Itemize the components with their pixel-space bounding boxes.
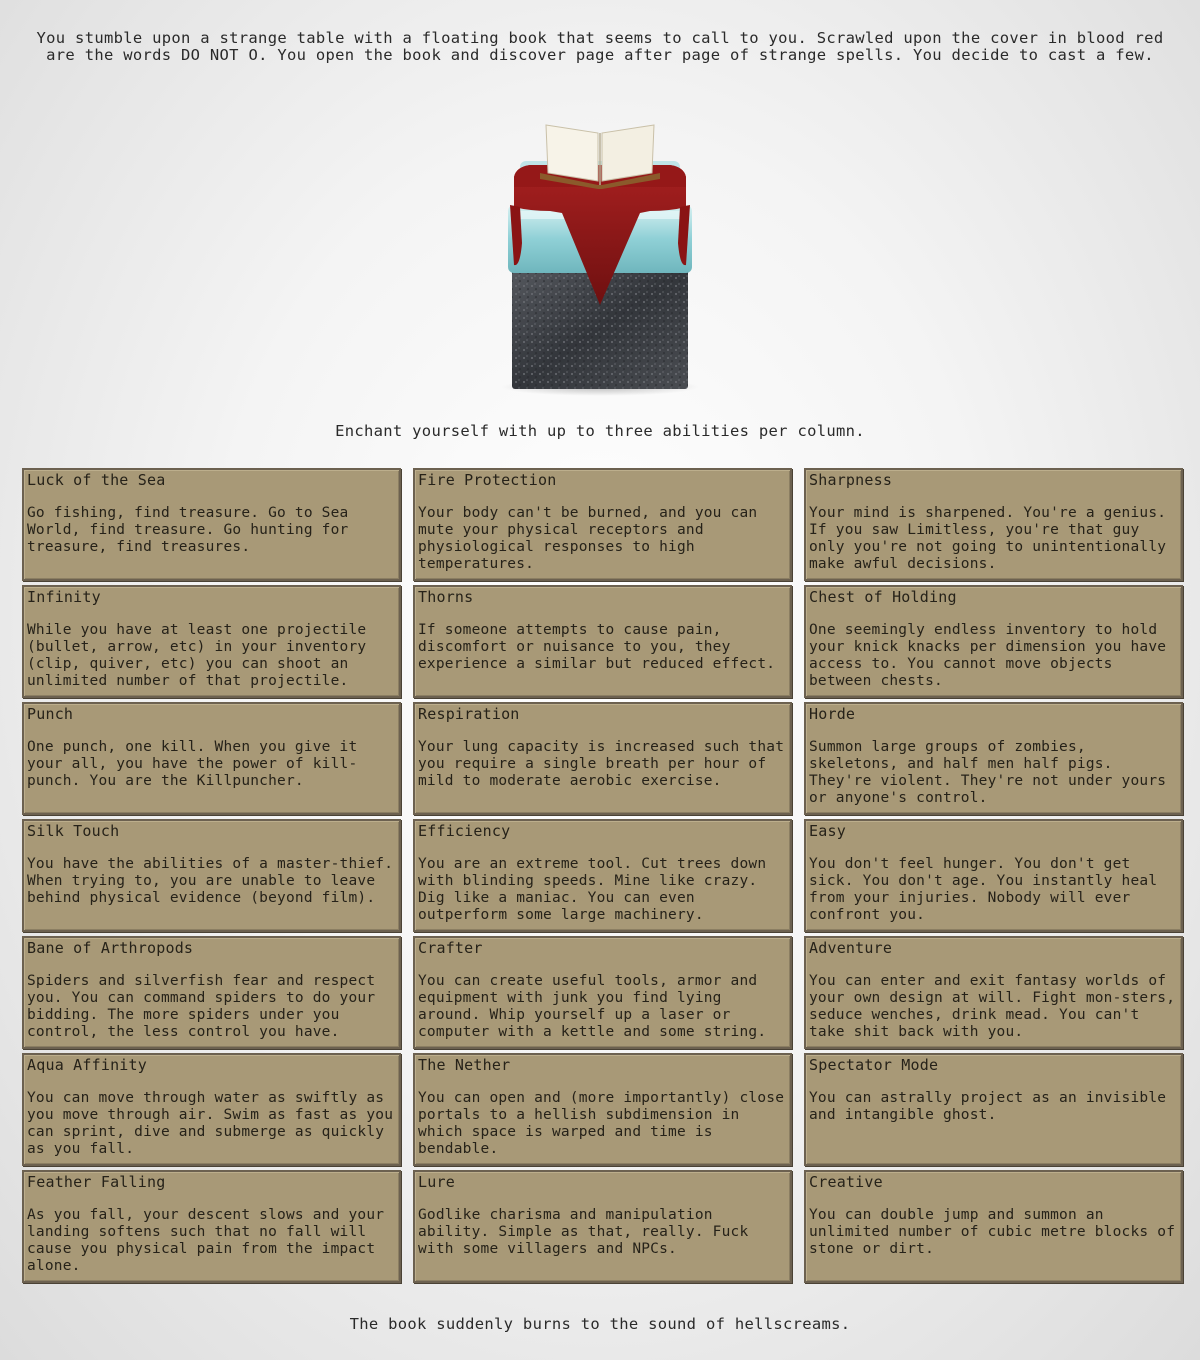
ability-description: You can create useful tools, armor and equipment with junk you find lying around. Whip yourself up a laser or computer with a kettle and some string. bbox=[418, 973, 767, 1040]
ability-card[interactable] bbox=[804, 585, 1183, 698]
ability-grid bbox=[22, 468, 1192, 1287]
ability-card[interactable] bbox=[413, 819, 792, 932]
ability-title: Thorns bbox=[418, 588, 474, 606]
ability-description: Go fishing, find treasure. Go to Sea World, find treasure. Go hunting for treasure, find treasures. bbox=[27, 505, 349, 555]
ability-description: You don't feel hunger. You don't get sick. You don't age. You instantly heal from your injuries. Nobody will ever confront you. bbox=[809, 856, 1158, 923]
ability-description: Your mind is sharpened. You're a genius. If you saw Limitless, you're that guy only you're not going to unintentionally make awful decisions. bbox=[809, 505, 1167, 572]
ability-card[interactable] bbox=[413, 702, 792, 815]
ability-description: Spiders and silverfish fear and respect you. You can command spiders to do your bidding. The more spiders under you control, the less control you have. bbox=[27, 973, 376, 1040]
ability-description: While you have at least one projectile (bullet, arrow, etc) in your inventory (clip, quiver, etc) you can shoot an unlimited number of that projectile. bbox=[27, 622, 367, 689]
ability-description: Godlike charisma and manipulation ability. Simple as that, really. Fuck with some villagers and NPCs. bbox=[418, 1207, 749, 1257]
ability-description: You have the abilities of a master-thief. When trying to, you are unable to leave behind physical evidence (beyond film). bbox=[27, 856, 394, 906]
ability-title: Infinity bbox=[27, 588, 101, 606]
ability-card[interactable] bbox=[804, 819, 1183, 932]
ability-card[interactable] bbox=[413, 1053, 792, 1166]
ability-card[interactable] bbox=[804, 702, 1183, 815]
ability-description: You can double jump and summon an unlimited number of cubic metre blocks of stone or dirt. bbox=[809, 1207, 1176, 1257]
ability-card[interactable] bbox=[22, 819, 401, 932]
ability-description: Your lung capacity is increased such that you require a single breath per hour of mild to moderate aerobic exercise. bbox=[418, 739, 785, 789]
ability-description: Summon large groups of zombies, skeletons, and half men half pigs. They're violent. They're not under yours or anyone's control. bbox=[809, 739, 1167, 806]
ability-title: Luck of the Sea bbox=[27, 471, 166, 489]
ability-description: If someone attempts to cause pain, discomfort or nuisance to you, they experience a similar but reduced effect. bbox=[418, 622, 776, 672]
ability-description: You can move through water as swiftly as you move through air. Swim as fast as you can sprint, dive and submerge as quickly as you fall. bbox=[27, 1090, 394, 1157]
ability-title: Sharpness bbox=[809, 471, 893, 489]
ability-description: One seemingly endless inventory to hold your knick knacks per dimension you have access to. You cannot move objects between chests. bbox=[809, 622, 1167, 689]
ability-card[interactable] bbox=[804, 1053, 1183, 1166]
ability-title: Lure bbox=[418, 1173, 455, 1191]
ability-card[interactable] bbox=[413, 468, 792, 581]
ability-card[interactable] bbox=[22, 468, 401, 581]
ability-card[interactable] bbox=[22, 1053, 401, 1166]
ability-card[interactable] bbox=[22, 1170, 401, 1283]
ability-description: You can open and (more importantly) close portals to a hellish subdimension in which space is warped and time is bendable. bbox=[418, 1090, 785, 1157]
ability-title: Feather Falling bbox=[27, 1173, 166, 1191]
ability-description: You can astrally project as an invisible and intangible ghost. bbox=[809, 1090, 1167, 1123]
ability-title: Adventure bbox=[809, 939, 893, 957]
ability-title: Horde bbox=[809, 705, 856, 723]
ability-description: As you fall, your descent slows and your landing softens such that no fall will cause you physical pain from the impact alone. bbox=[27, 1207, 385, 1274]
ability-card[interactable] bbox=[413, 936, 792, 1049]
ability-card[interactable] bbox=[22, 702, 401, 815]
ability-card[interactable] bbox=[22, 585, 401, 698]
ability-card[interactable] bbox=[804, 1170, 1183, 1283]
ability-title: Silk Touch bbox=[27, 822, 120, 840]
ability-card[interactable] bbox=[804, 468, 1183, 581]
footer-text: The book suddenly burns to the sound of hellscreams. bbox=[349, 1315, 851, 1333]
ability-title: Bane of Arthropods bbox=[27, 939, 194, 957]
ability-title: Crafter bbox=[418, 939, 483, 957]
ability-title: The Nether bbox=[418, 1056, 511, 1074]
ability-card[interactable] bbox=[804, 936, 1183, 1049]
ability-description: You are an extreme tool. Cut trees down with blinding speeds. Mine like crazy. Dig like a maniac. You can even outperform some large machinery. bbox=[418, 856, 767, 923]
ability-title: Punch bbox=[27, 705, 74, 723]
ability-column-1 bbox=[22, 468, 401, 1287]
enchanting-table-illustration bbox=[490, 115, 710, 400]
ability-title: Spectator Mode bbox=[809, 1056, 939, 1074]
intro-text: You stumble upon a strange table with a floating book that seems to call to you. Scrawled upon the cover in blood red are the words DO NOT O. You open the book and discover page after page of strange spells. You decide to cast a few. bbox=[36, 29, 1164, 64]
ability-title: Easy bbox=[809, 822, 846, 840]
ability-title: Fire Protection bbox=[418, 471, 557, 489]
ability-card[interactable] bbox=[413, 585, 792, 698]
ability-title: Aqua Affinity bbox=[27, 1056, 147, 1074]
ability-description: One punch, one kill. When you give it your all, you have the power of kill-punch. You are the Killpuncher. bbox=[27, 739, 358, 789]
ability-title: Chest of Holding bbox=[809, 588, 957, 606]
ability-title: Efficiency bbox=[418, 822, 511, 840]
ability-title: Respiration bbox=[418, 705, 520, 723]
ability-column-3 bbox=[804, 468, 1183, 1287]
ability-card[interactable] bbox=[22, 936, 401, 1049]
ability-description: Your body can't be burned, and you can mute your physical receptors and physiological responses to high temperatures. bbox=[418, 505, 758, 572]
ability-description: You can enter and exit fantasy worlds of your own design at will. Fight mon-sters, seduce wenches, drink mead. You can't take shit back with you. bbox=[809, 973, 1176, 1040]
ability-card[interactable] bbox=[413, 1170, 792, 1283]
instruction-text: Enchant yourself with up to three abilities per column. bbox=[335, 422, 865, 440]
ability-column-2 bbox=[413, 468, 792, 1287]
ability-title: Creative bbox=[809, 1173, 883, 1191]
